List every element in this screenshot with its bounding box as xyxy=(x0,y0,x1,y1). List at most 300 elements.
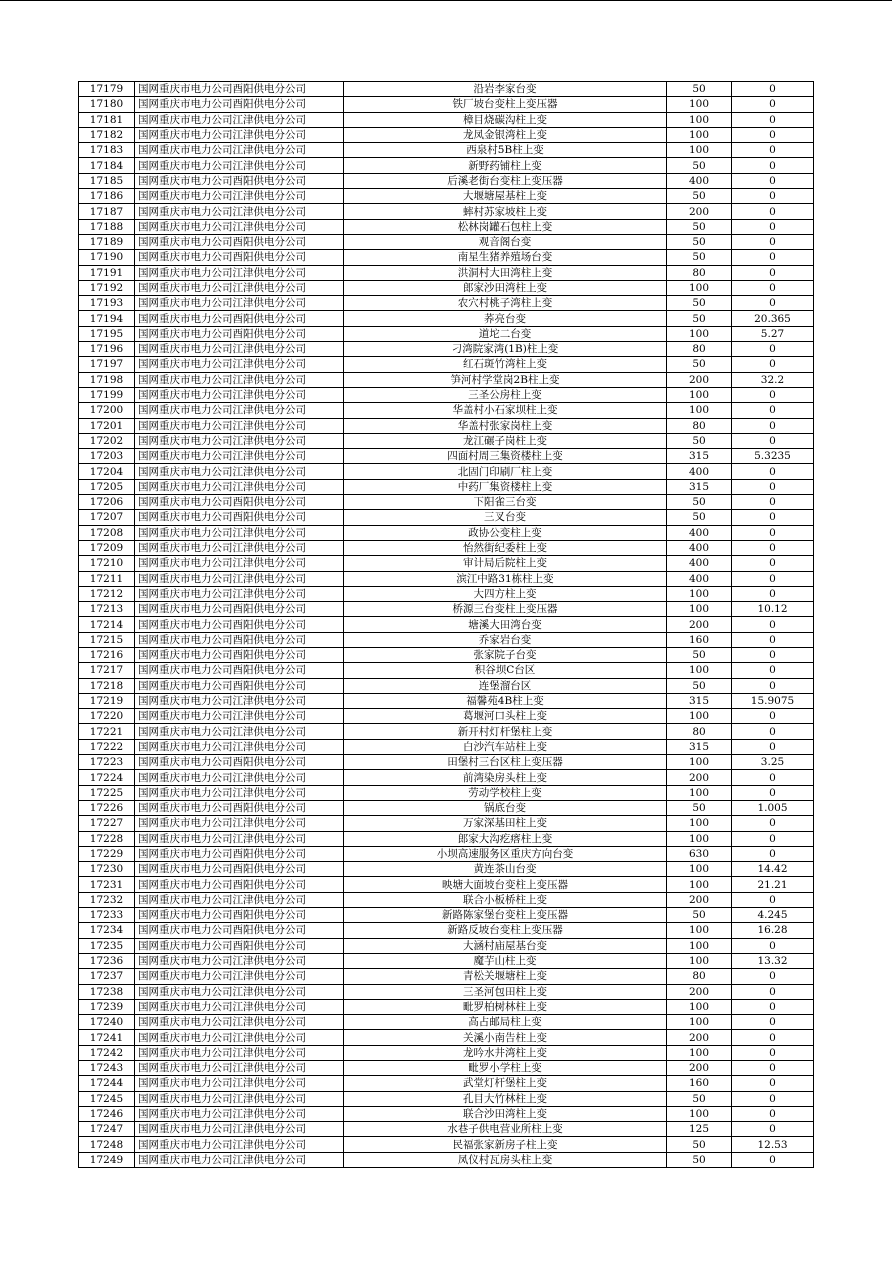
table-row xyxy=(79,250,814,265)
row-id: 17243 xyxy=(79,1061,135,1076)
table-row xyxy=(79,556,814,571)
table-row xyxy=(79,234,814,249)
table-row xyxy=(79,1061,814,1076)
company-name: 国网重庆市电力公司江津供电分公司 xyxy=(135,357,344,372)
value: 16.28 xyxy=(732,923,814,938)
table-row xyxy=(79,678,814,693)
company-name: 国网重庆市电力公司江津供电分公司 xyxy=(135,709,344,724)
transformer-name: 塘溪大田湾台变 xyxy=(344,617,667,632)
value: 0 xyxy=(732,173,814,188)
row-id: 17181 xyxy=(79,112,135,127)
table-row xyxy=(79,969,814,984)
company-name: 国网重庆市电力公司酉阳供电分公司 xyxy=(135,663,344,678)
row-id: 17246 xyxy=(79,1106,135,1121)
value: 5.27 xyxy=(732,326,814,341)
row-id: 17204 xyxy=(79,464,135,479)
table-row xyxy=(79,647,814,662)
value: 0 xyxy=(732,1076,814,1091)
value: 0 xyxy=(732,158,814,173)
value: 0 xyxy=(732,586,814,601)
transformer-name: 前湾染房头柱上变 xyxy=(344,770,667,785)
value: 0 xyxy=(732,1091,814,1106)
value: 0 xyxy=(732,112,814,127)
table-row xyxy=(79,800,814,815)
table-row xyxy=(79,602,814,617)
row-id: 17233 xyxy=(79,908,135,923)
table-row xyxy=(79,127,814,142)
row-id: 17222 xyxy=(79,739,135,754)
transformer-name: 万家深基田柱上变 xyxy=(344,816,667,831)
row-id: 17185 xyxy=(79,173,135,188)
value: 0 xyxy=(732,785,814,800)
company-name: 国网重庆市电力公司江津供电分公司 xyxy=(135,387,344,402)
transformer-name: 大四方柱上变 xyxy=(344,586,667,601)
row-id: 17221 xyxy=(79,724,135,739)
company-name: 国网重庆市电力公司酉阳供电分公司 xyxy=(135,678,344,693)
company-name: 国网重庆市电力公司江津供电分公司 xyxy=(135,525,344,540)
value: 0 xyxy=(732,1122,814,1137)
transformer-name: 联合沙田湾柱上变 xyxy=(344,1106,667,1121)
value: 0 xyxy=(732,189,814,204)
table-row xyxy=(79,770,814,785)
company-name: 国网重庆市电力公司酉阳供电分公司 xyxy=(135,877,344,892)
transformer-name: 樟目烧碳沟柱上变 xyxy=(344,112,667,127)
company-name: 国网重庆市电力公司江津供电分公司 xyxy=(135,479,344,494)
table-row xyxy=(79,571,814,586)
row-id: 17235 xyxy=(79,938,135,953)
company-name: 国网重庆市电力公司江津供电分公司 xyxy=(135,1030,344,1045)
company-name: 国网重庆市电力公司江津供电分公司 xyxy=(135,693,344,708)
table-row xyxy=(79,265,814,280)
capacity: 50 xyxy=(667,1091,732,1106)
value: 0 xyxy=(732,127,814,142)
value: 0 xyxy=(732,617,814,632)
company-name: 国网重庆市电力公司江津供电分公司 xyxy=(135,724,344,739)
row-id: 17234 xyxy=(79,923,135,938)
row-id: 17219 xyxy=(79,693,135,708)
row-id: 17212 xyxy=(79,586,135,601)
value: 0 xyxy=(732,433,814,448)
row-id: 17207 xyxy=(79,510,135,525)
transformer-name: 毗罗柏树林柱上变 xyxy=(344,999,667,1014)
company-name: 国网重庆市电力公司酉阳供电分公司 xyxy=(135,862,344,877)
company-name: 国网重庆市电力公司江津供电分公司 xyxy=(135,1076,344,1091)
company-name: 国网重庆市电力公司江津供电分公司 xyxy=(135,953,344,968)
value: 0 xyxy=(732,342,814,357)
transformer-name: 三圣河包田柱上变 xyxy=(344,984,667,999)
capacity: 100 xyxy=(667,862,732,877)
company-name: 国网重庆市电力公司江津供电分公司 xyxy=(135,999,344,1014)
row-id: 17247 xyxy=(79,1122,135,1137)
company-name: 国网重庆市电力公司酉阳供电分公司 xyxy=(135,908,344,923)
company-name: 国网重庆市电力公司江津供电分公司 xyxy=(135,831,344,846)
value: 0 xyxy=(732,357,814,372)
transformer-name: 怡然街纪委柱上变 xyxy=(344,540,667,555)
transformer-name: 洪洞村大田湾柱上变 xyxy=(344,265,667,280)
value: 0 xyxy=(732,647,814,662)
company-name: 国网重庆市电力公司酉阳供电分公司 xyxy=(135,510,344,525)
table-row xyxy=(79,342,814,357)
transformer-name: 北固门印刷厂柱上变 xyxy=(344,464,667,479)
transformer-name: 政协公变柱上变 xyxy=(344,525,667,540)
company-name: 国网重庆市电力公司江津供电分公司 xyxy=(135,540,344,555)
transformer-name: 大涵村庙屋基台变 xyxy=(344,938,667,953)
transformer-name: 青松关堰塘柱上变 xyxy=(344,969,667,984)
row-id: 17196 xyxy=(79,342,135,357)
table-row xyxy=(79,1045,814,1060)
table-row xyxy=(79,112,814,127)
capacity: 50 xyxy=(667,234,732,249)
company-name: 国网重庆市电力公司酉阳供电分公司 xyxy=(135,755,344,770)
value: 0 xyxy=(732,678,814,693)
transformer-name: 新野药铺柱上变 xyxy=(344,158,667,173)
transformer-name: 龙江碾子岗柱上变 xyxy=(344,433,667,448)
company-name: 国网重庆市电力公司江津供电分公司 xyxy=(135,433,344,448)
capacity: 50 xyxy=(667,647,732,662)
value: 0 xyxy=(732,969,814,984)
table-row xyxy=(79,540,814,555)
value: 0 xyxy=(732,234,814,249)
transformer-name: 蟀村苏家坡柱上变 xyxy=(344,204,667,219)
company-name: 国网重庆市电力公司江津供电分公司 xyxy=(135,1152,344,1167)
transformer-name: 龙吟水井湾柱上变 xyxy=(344,1045,667,1060)
value: 0 xyxy=(732,816,814,831)
table-row xyxy=(79,831,814,846)
capacity: 400 xyxy=(667,464,732,479)
value: 0 xyxy=(732,387,814,402)
capacity: 160 xyxy=(667,1076,732,1091)
capacity: 200 xyxy=(667,1061,732,1076)
transformer-name: 劳动学校柱上变 xyxy=(344,785,667,800)
company-name: 国网重庆市电力公司江津供电分公司 xyxy=(135,1015,344,1030)
value: 15.9075 xyxy=(732,693,814,708)
row-id: 17211 xyxy=(79,571,135,586)
table-row xyxy=(79,173,814,188)
value: 10.12 xyxy=(732,602,814,617)
transformer-name: 高占邮局柱上变 xyxy=(344,1015,667,1030)
table-row xyxy=(79,387,814,402)
transformer-name: 黄连茶山台变 xyxy=(344,862,667,877)
transformer-name: 西泉村5B柱上变 xyxy=(344,143,667,158)
capacity: 50 xyxy=(667,800,732,815)
table-row xyxy=(79,617,814,632)
row-id: 17179 xyxy=(79,82,135,97)
table-row xyxy=(79,219,814,234)
row-id: 17245 xyxy=(79,1091,135,1106)
capacity: 100 xyxy=(667,785,732,800)
company-name: 国网重庆市电力公司江津供电分公司 xyxy=(135,892,344,907)
value: 0 xyxy=(732,250,814,265)
table-row xyxy=(79,877,814,892)
company-name: 国网重庆市电力公司江津供电分公司 xyxy=(135,449,344,464)
company-name: 国网重庆市电力公司酉阳供电分公司 xyxy=(135,846,344,861)
company-name: 国网重庆市电力公司江津供电分公司 xyxy=(135,342,344,357)
value: 21.21 xyxy=(732,877,814,892)
table-row xyxy=(79,908,814,923)
value: 0 xyxy=(732,97,814,112)
table-row xyxy=(79,938,814,953)
row-id: 17225 xyxy=(79,785,135,800)
capacity: 315 xyxy=(667,739,732,754)
company-name: 国网重庆市电力公司酉阳供电分公司 xyxy=(135,97,344,112)
capacity: 630 xyxy=(667,846,732,861)
table-row xyxy=(79,372,814,387)
capacity: 50 xyxy=(667,678,732,693)
transformer-name: 华盖村张家岗柱上变 xyxy=(344,418,667,433)
table-row xyxy=(79,326,814,341)
capacity: 50 xyxy=(667,296,732,311)
row-id: 17248 xyxy=(79,1137,135,1152)
table-row xyxy=(79,1106,814,1121)
transformer-name: 松林岗罐石包柱上变 xyxy=(344,219,667,234)
value: 0 xyxy=(732,1061,814,1076)
capacity: 100 xyxy=(667,1045,732,1060)
transformer-name: 荞亮台变 xyxy=(344,311,667,326)
transformer-name: 田堡村三台区柱上变压器 xyxy=(344,755,667,770)
row-id: 17200 xyxy=(79,403,135,418)
capacity: 100 xyxy=(667,602,732,617)
value: 0 xyxy=(732,540,814,555)
row-id: 17187 xyxy=(79,204,135,219)
capacity: 100 xyxy=(667,112,732,127)
capacity: 100 xyxy=(667,586,732,601)
row-id: 17239 xyxy=(79,999,135,1014)
value: 0 xyxy=(732,403,814,418)
row-id: 17198 xyxy=(79,372,135,387)
capacity: 80 xyxy=(667,418,732,433)
company-name: 国网重庆市电力公司江津供电分公司 xyxy=(135,739,344,754)
transformer-name: 龙凤金银湾柱上变 xyxy=(344,127,667,142)
table-row xyxy=(79,418,814,433)
transformer-name: 张家院子台变 xyxy=(344,647,667,662)
capacity: 400 xyxy=(667,571,732,586)
capacity: 100 xyxy=(667,663,732,678)
table-row xyxy=(79,495,814,510)
value: 0 xyxy=(732,571,814,586)
company-name: 国网重庆市电力公司江津供电分公司 xyxy=(135,571,344,586)
value: 0 xyxy=(732,663,814,678)
transformer-name: 魔芋山柱上变 xyxy=(344,953,667,968)
table-row xyxy=(79,984,814,999)
table-row xyxy=(79,1076,814,1091)
table-row xyxy=(79,953,814,968)
table-row xyxy=(79,479,814,494)
value: 0 xyxy=(732,82,814,97)
value: 0 xyxy=(732,984,814,999)
transformer-name: 新路陈家堡台变柱上变压器 xyxy=(344,908,667,923)
row-id: 17202 xyxy=(79,433,135,448)
row-id: 17231 xyxy=(79,877,135,892)
table-row xyxy=(79,892,814,907)
capacity: 100 xyxy=(667,938,732,953)
company-name: 国网重庆市电力公司江津供电分公司 xyxy=(135,265,344,280)
company-name: 国网重庆市电力公司江津供电分公司 xyxy=(135,1122,344,1137)
row-id: 17229 xyxy=(79,846,135,861)
capacity: 200 xyxy=(667,1030,732,1045)
capacity: 100 xyxy=(667,127,732,142)
value: 0 xyxy=(732,938,814,953)
table-row xyxy=(79,739,814,754)
row-id: 17216 xyxy=(79,647,135,662)
capacity: 50 xyxy=(667,158,732,173)
row-id: 17241 xyxy=(79,1030,135,1045)
company-name: 国网重庆市电力公司酉阳供电分公司 xyxy=(135,602,344,617)
value: 0 xyxy=(732,296,814,311)
transformer-name: 孔目大竹林柱上变 xyxy=(344,1091,667,1106)
table-row xyxy=(79,433,814,448)
table-row xyxy=(79,525,814,540)
table-row xyxy=(79,709,814,724)
company-name: 国网重庆市电力公司江津供电分公司 xyxy=(135,204,344,219)
value: 0 xyxy=(732,143,814,158)
capacity: 200 xyxy=(667,372,732,387)
row-id: 17195 xyxy=(79,326,135,341)
capacity: 50 xyxy=(667,82,732,97)
value: 12.53 xyxy=(732,1137,814,1152)
table-row xyxy=(79,403,814,418)
row-id: 17190 xyxy=(79,250,135,265)
row-id: 17238 xyxy=(79,984,135,999)
capacity: 50 xyxy=(667,357,732,372)
capacity: 400 xyxy=(667,556,732,571)
company-name: 国网重庆市电力公司江津供电分公司 xyxy=(135,586,344,601)
value: 0 xyxy=(732,724,814,739)
value: 1.005 xyxy=(732,800,814,815)
transformer-name: 四面村周三集资楼柱上变 xyxy=(344,449,667,464)
row-id: 17210 xyxy=(79,556,135,571)
transformer-name: 毗罗小学柱上变 xyxy=(344,1061,667,1076)
capacity: 50 xyxy=(667,219,732,234)
value: 0 xyxy=(732,556,814,571)
transformer-name: 郎家沙田湾柱上变 xyxy=(344,280,667,295)
transformer-name: 葛堰河口头柱上变 xyxy=(344,709,667,724)
transformer-name: 铁厂坡台变柱上变压器 xyxy=(344,97,667,112)
row-id: 17213 xyxy=(79,602,135,617)
company-name: 国网重庆市电力公司江津供电分公司 xyxy=(135,770,344,785)
company-name: 国网重庆市电力公司酉阳供电分公司 xyxy=(135,923,344,938)
value: 20.365 xyxy=(732,311,814,326)
value: 14.42 xyxy=(732,862,814,877)
capacity: 100 xyxy=(667,280,732,295)
capacity: 100 xyxy=(667,877,732,892)
table-row xyxy=(79,663,814,678)
transformer-name: 大堰塘屋基柱上变 xyxy=(344,189,667,204)
row-id: 17189 xyxy=(79,234,135,249)
transformer-name: 下阳雀三台变 xyxy=(344,495,667,510)
row-id: 17227 xyxy=(79,816,135,831)
capacity: 50 xyxy=(667,1137,732,1152)
transformer-name: 武堂灯杆堡柱上变 xyxy=(344,1076,667,1091)
value: 0 xyxy=(732,280,814,295)
value: 0 xyxy=(732,709,814,724)
capacity: 100 xyxy=(667,709,732,724)
capacity: 100 xyxy=(667,999,732,1014)
company-name: 国网重庆市电力公司酉阳供电分公司 xyxy=(135,495,344,510)
company-name: 国网重庆市电力公司酉阳供电分公司 xyxy=(135,326,344,341)
company-name: 国网重庆市电力公司江津供电分公司 xyxy=(135,984,344,999)
transformer-name: 民福张家新房子柱上变 xyxy=(344,1137,667,1152)
table-row xyxy=(79,1137,814,1152)
capacity: 50 xyxy=(667,908,732,923)
company-name: 国网重庆市电力公司江津供电分公司 xyxy=(135,403,344,418)
capacity: 100 xyxy=(667,97,732,112)
transformer-name: 三圣公房柱上变 xyxy=(344,387,667,402)
table-row xyxy=(79,999,814,1014)
value: 0 xyxy=(732,510,814,525)
row-id: 17184 xyxy=(79,158,135,173)
row-id: 17183 xyxy=(79,143,135,158)
transformer-name: 后溪老街台变柱上变压器 xyxy=(344,173,667,188)
capacity: 50 xyxy=(667,311,732,326)
company-name: 国网重庆市电力公司江津供电分公司 xyxy=(135,969,344,984)
company-name: 国网重庆市电力公司江津供电分公司 xyxy=(135,418,344,433)
row-id: 17214 xyxy=(79,617,135,632)
transformer-name: 南星生猪养殖场台变 xyxy=(344,250,667,265)
company-name: 国网重庆市电力公司江津供电分公司 xyxy=(135,219,344,234)
table-row xyxy=(79,204,814,219)
row-id: 17205 xyxy=(79,479,135,494)
capacity: 100 xyxy=(667,923,732,938)
transformer-name: 乔家岩台变 xyxy=(344,632,667,647)
company-name: 国网重庆市电力公司江津供电分公司 xyxy=(135,1137,344,1152)
capacity: 80 xyxy=(667,724,732,739)
row-id: 17236 xyxy=(79,953,135,968)
capacity: 50 xyxy=(667,495,732,510)
table-row xyxy=(79,464,814,479)
transformer-name: 三叉台变 xyxy=(344,510,667,525)
transformer-name: 审计局后院柱上变 xyxy=(344,556,667,571)
row-id: 17226 xyxy=(79,800,135,815)
row-id: 17199 xyxy=(79,387,135,402)
transformer-name: 连堡溜台区 xyxy=(344,678,667,693)
company-name: 国网重庆市电力公司酉阳供电分公司 xyxy=(135,173,344,188)
company-name: 国网重庆市电力公司江津供电分公司 xyxy=(135,296,344,311)
capacity: 100 xyxy=(667,326,732,341)
transformer-name: 积谷坝C台区 xyxy=(344,663,667,678)
capacity: 315 xyxy=(667,479,732,494)
row-id: 17188 xyxy=(79,219,135,234)
table-row xyxy=(79,449,814,464)
table-row xyxy=(79,755,814,770)
transformer-name: 红石斑竹湾柱上变 xyxy=(344,357,667,372)
row-id: 17197 xyxy=(79,357,135,372)
value: 0 xyxy=(732,204,814,219)
transformer-name: 沿岩李家台变 xyxy=(344,82,667,97)
transformer-name: 刁湾院家湾(1B)柱上变 xyxy=(344,342,667,357)
table-body xyxy=(79,82,814,1168)
table-row xyxy=(79,296,814,311)
company-name: 国网重庆市电力公司酉阳供电分公司 xyxy=(135,617,344,632)
capacity: 80 xyxy=(667,265,732,280)
table-row xyxy=(79,357,814,372)
capacity: 80 xyxy=(667,969,732,984)
table-row xyxy=(79,1015,814,1030)
value: 0 xyxy=(732,1152,814,1167)
capacity: 100 xyxy=(667,1015,732,1030)
row-id: 17249 xyxy=(79,1152,135,1167)
row-id: 17228 xyxy=(79,831,135,846)
table-row xyxy=(79,1152,814,1167)
transformer-name: 福馨苑4B柱上变 xyxy=(344,693,667,708)
value: 0 xyxy=(732,1106,814,1121)
row-id: 17180 xyxy=(79,97,135,112)
table-row xyxy=(79,82,814,97)
transformer-name: 滨江中路31栋柱上变 xyxy=(344,571,667,586)
company-name: 国网重庆市电力公司江津供电分公司 xyxy=(135,372,344,387)
capacity: 315 xyxy=(667,693,732,708)
capacity: 200 xyxy=(667,770,732,785)
row-id: 17201 xyxy=(79,418,135,433)
